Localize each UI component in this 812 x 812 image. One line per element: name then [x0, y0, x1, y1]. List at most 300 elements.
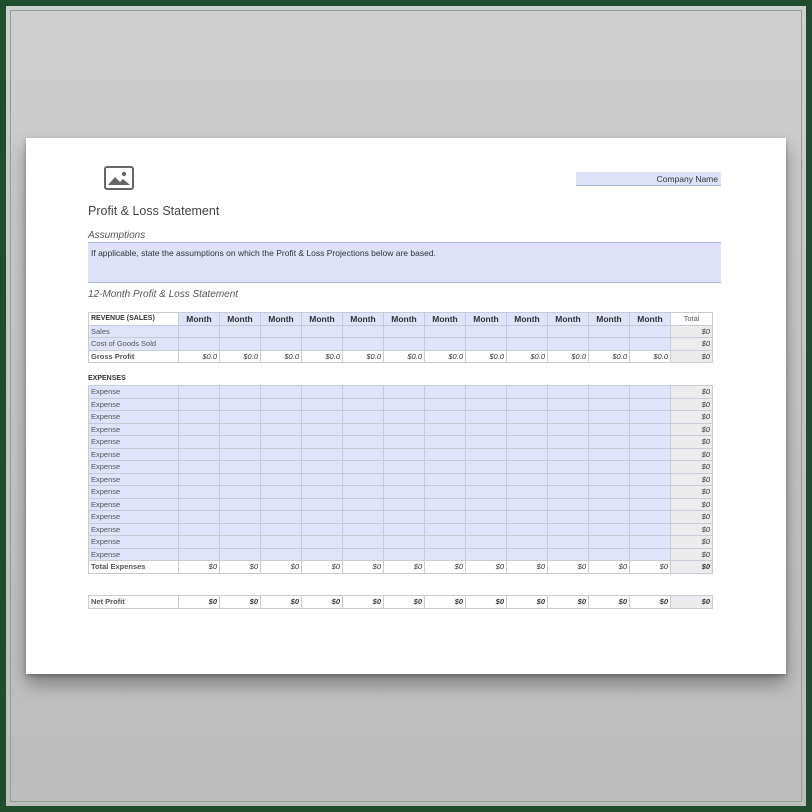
expense-input-cell[interactable]: [548, 536, 589, 549]
gross-profit-value: $0.0: [179, 350, 220, 363]
expense-row: [89, 448, 713, 461]
expense-input-cell[interactable]: [548, 548, 589, 561]
expense-input-cell[interactable]: [589, 536, 630, 549]
gross-profit-value: $0.0: [630, 350, 671, 363]
expense-input-cell[interactable]: [425, 523, 466, 536]
expense-input-cell[interactable]: [589, 473, 630, 486]
expense-input-cell[interactable]: [302, 473, 343, 486]
expense-input-cell[interactable]: [548, 461, 589, 474]
expense-input-cell[interactable]: [179, 423, 220, 436]
expense-input-cell[interactable]: [589, 548, 630, 561]
gross-profit-value: $0.0: [548, 350, 589, 363]
expense-input-cell[interactable]: [425, 448, 466, 461]
expense-input-cell[interactable]: [548, 423, 589, 436]
expense-input-cell[interactable]: [548, 511, 589, 524]
expense-input-cell[interactable]: [630, 411, 671, 424]
expense-input-cell[interactable]: [384, 511, 425, 524]
expense-input-cell[interactable]: [220, 548, 261, 561]
revenue-input-cell[interactable]: [261, 325, 302, 338]
revenue-input-cell[interactable]: [302, 325, 343, 338]
expense-input-cell[interactable]: [261, 523, 302, 536]
gross-profit-value: $0.0: [384, 350, 425, 363]
revenue-row-total: $0: [671, 325, 713, 338]
revenue-input-cell[interactable]: [548, 338, 589, 351]
company-name-field[interactable]: Company Name: [576, 172, 721, 186]
revenue-table: [88, 312, 713, 363]
expense-input-cell[interactable]: [630, 511, 671, 524]
expense-row: [89, 511, 713, 524]
expense-input-cell[interactable]: [507, 486, 548, 499]
expense-row-label[interactable]: Expense: [89, 448, 179, 461]
expense-row-label[interactable]: Expense: [89, 386, 179, 399]
total-expenses-value: $0: [630, 561, 671, 574]
net-profit-total: $0: [671, 596, 713, 609]
expense-input-cell[interactable]: [466, 498, 507, 511]
total-expenses-value: $0: [466, 561, 507, 574]
expense-input-cell[interactable]: [425, 461, 466, 474]
revenue-input-cell[interactable]: [343, 338, 384, 351]
expense-input-cell[interactable]: [384, 473, 425, 486]
document-sheet: [26, 138, 786, 674]
expense-row-label[interactable]: Expense: [89, 523, 179, 536]
expense-input-cell[interactable]: [302, 536, 343, 549]
expense-input-cell[interactable]: [548, 486, 589, 499]
expense-input-cell[interactable]: [261, 473, 302, 486]
expense-input-cell[interactable]: [343, 436, 384, 449]
expense-input-cell[interactable]: [630, 423, 671, 436]
expense-input-cell[interactable]: [179, 511, 220, 524]
expense-input-cell[interactable]: [179, 473, 220, 486]
expense-input-cell[interactable]: [548, 386, 589, 399]
expense-input-cell[interactable]: [589, 498, 630, 511]
expense-row-total: $0: [671, 486, 713, 499]
expense-input-cell[interactable]: [302, 523, 343, 536]
expense-input-cell[interactable]: [220, 461, 261, 474]
expense-input-cell[interactable]: [589, 486, 630, 499]
expense-input-cell[interactable]: [466, 461, 507, 474]
expense-input-cell[interactable]: [507, 411, 548, 424]
expense-input-cell[interactable]: [302, 436, 343, 449]
expense-input-cell[interactable]: [179, 436, 220, 449]
assumptions-field[interactable]: If applicable, state the assumptions on which the Profit & Loss Projections below are based.: [88, 242, 721, 283]
expense-row-label[interactable]: Expense: [89, 548, 179, 561]
expense-row-total: $0: [671, 548, 713, 561]
revenue-input-cell[interactable]: [466, 325, 507, 338]
revenue-input-cell[interactable]: [343, 325, 384, 338]
expense-input-cell[interactable]: [179, 498, 220, 511]
revenue-input-cell[interactable]: [302, 338, 343, 351]
expense-input-cell[interactable]: [507, 461, 548, 474]
month-header[interactable]: Month: [343, 313, 384, 326]
expense-input-cell[interactable]: [261, 448, 302, 461]
expense-row: [89, 423, 713, 436]
expense-row-total: $0: [671, 473, 713, 486]
expense-input-cell[interactable]: [179, 536, 220, 549]
expense-input-cell[interactable]: [384, 436, 425, 449]
expense-input-cell[interactable]: [425, 473, 466, 486]
expense-input-cell[interactable]: [589, 448, 630, 461]
expense-input-cell[interactable]: [425, 423, 466, 436]
expense-row: [89, 436, 713, 449]
expense-input-cell[interactable]: [343, 411, 384, 424]
expense-input-cell[interactable]: [384, 498, 425, 511]
net-profit-value: $0: [220, 596, 261, 609]
expense-input-cell[interactable]: [179, 486, 220, 499]
revenue-input-cell[interactable]: [425, 325, 466, 338]
revenue-header-label: REVENUE (SALES): [89, 313, 179, 326]
expense-input-cell[interactable]: [507, 511, 548, 524]
month-header[interactable]: Month: [548, 313, 589, 326]
expense-input-cell[interactable]: [261, 423, 302, 436]
expense-input-cell[interactable]: [343, 548, 384, 561]
expense-input-cell[interactable]: [630, 536, 671, 549]
gross-profit-value: $0.0: [343, 350, 384, 363]
revenue-input-cell[interactable]: [384, 338, 425, 351]
expense-input-cell[interactable]: [589, 411, 630, 424]
expense-input-cell[interactable]: [220, 486, 261, 499]
expense-input-cell[interactable]: [507, 498, 548, 511]
expense-input-cell[interactable]: [179, 398, 220, 411]
page-title: Profit & Loss Statement: [88, 204, 220, 218]
expense-input-cell[interactable]: [343, 423, 384, 436]
expense-input-cell[interactable]: [220, 448, 261, 461]
image-placeholder-icon: [104, 166, 134, 190]
expense-input-cell[interactable]: [630, 473, 671, 486]
expense-input-cell[interactable]: [466, 436, 507, 449]
expense-input-cell[interactable]: [507, 436, 548, 449]
gross-profit-label: Gross Profit: [89, 350, 179, 363]
net-profit-value: $0: [384, 596, 425, 609]
expense-input-cell[interactable]: [507, 448, 548, 461]
expense-input-cell[interactable]: [548, 473, 589, 486]
expense-input-cell[interactable]: [630, 436, 671, 449]
month-header[interactable]: Month: [630, 313, 671, 326]
expense-row-label[interactable]: Expense: [89, 398, 179, 411]
total-expenses-value: $0: [302, 561, 343, 574]
expense-input-cell[interactable]: [343, 523, 384, 536]
revenue-input-cell[interactable]: [384, 325, 425, 338]
expense-input-cell[interactable]: [179, 411, 220, 424]
expense-input-cell[interactable]: [302, 386, 343, 399]
gross-profit-value: $0.0: [425, 350, 466, 363]
expense-input-cell[interactable]: [466, 511, 507, 524]
net-profit-row: [89, 596, 713, 609]
expense-input-cell[interactable]: [466, 423, 507, 436]
expense-input-cell[interactable]: [220, 411, 261, 424]
expense-input-cell[interactable]: [384, 486, 425, 499]
expense-input-cell[interactable]: [302, 548, 343, 561]
expense-input-cell[interactable]: [179, 523, 220, 536]
net-profit-value: $0: [589, 596, 630, 609]
expense-input-cell[interactable]: [589, 461, 630, 474]
revenue-input-cell[interactable]: [425, 338, 466, 351]
net-profit-value: $0: [425, 596, 466, 609]
expense-row-total: $0: [671, 511, 713, 524]
revenue-input-cell[interactable]: [179, 338, 220, 351]
expense-input-cell[interactable]: [261, 486, 302, 499]
expense-row-total: $0: [671, 498, 713, 511]
expense-input-cell[interactable]: [548, 436, 589, 449]
expense-input-cell[interactable]: [466, 548, 507, 561]
revenue-input-cell[interactable]: [630, 325, 671, 338]
month-header[interactable]: Month: [589, 313, 630, 326]
expense-input-cell[interactable]: [548, 398, 589, 411]
expense-row: [89, 498, 713, 511]
expense-input-cell[interactable]: [425, 436, 466, 449]
total-expenses-value: $0: [507, 561, 548, 574]
net-profit-label: Net Profit: [89, 596, 179, 609]
expense-input-cell[interactable]: [302, 398, 343, 411]
expense-input-cell[interactable]: [384, 461, 425, 474]
expense-input-cell[interactable]: [589, 398, 630, 411]
net-profit-value: $0: [261, 596, 302, 609]
revenue-input-cell[interactable]: [261, 338, 302, 351]
expense-row-label[interactable]: Expense: [89, 436, 179, 449]
expenses-table: [88, 385, 713, 574]
total-expenses-value: $0: [343, 561, 384, 574]
expense-input-cell[interactable]: [507, 473, 548, 486]
statement-heading: 12-Month Profit & Loss Statement: [88, 289, 239, 300]
expense-input-cell[interactable]: [302, 498, 343, 511]
month-header[interactable]: Month: [384, 313, 425, 326]
expense-row: [89, 473, 713, 486]
expense-row-label[interactable]: Expense: [89, 461, 179, 474]
expense-input-cell[interactable]: [220, 398, 261, 411]
revenue-row-total: $0: [671, 338, 713, 351]
net-profit-value: $0: [302, 596, 343, 609]
gross-profit-value: $0.0: [507, 350, 548, 363]
expense-row-label[interactable]: Expense: [89, 486, 179, 499]
revenue-input-cell[interactable]: [630, 338, 671, 351]
expense-row-label[interactable]: Expense: [89, 536, 179, 549]
expense-input-cell[interactable]: [630, 461, 671, 474]
expense-input-cell[interactable]: [630, 398, 671, 411]
expense-input-cell[interactable]: [507, 523, 548, 536]
expense-input-cell[interactable]: [630, 523, 671, 536]
revenue-input-cell[interactable]: [220, 338, 261, 351]
expense-input-cell[interactable]: [220, 423, 261, 436]
expense-row: [89, 398, 713, 411]
expense-input-cell[interactable]: [302, 486, 343, 499]
revenue-input-cell[interactable]: [466, 338, 507, 351]
expense-input-cell[interactable]: [220, 473, 261, 486]
expense-input-cell[interactable]: [466, 411, 507, 424]
expense-input-cell[interactable]: [220, 536, 261, 549]
month-header[interactable]: Month: [425, 313, 466, 326]
expense-input-cell[interactable]: [425, 548, 466, 561]
total-expenses-value: $0: [589, 561, 630, 574]
expense-input-cell[interactable]: [384, 386, 425, 399]
total-expenses-value: $0: [179, 561, 220, 574]
gross-profit-value: $0.0: [220, 350, 261, 363]
revenue-header-row: [89, 313, 713, 326]
expense-input-cell[interactable]: [220, 386, 261, 399]
expense-input-cell[interactable]: [425, 536, 466, 549]
total-expenses-label: Total Expenses: [89, 561, 179, 574]
expense-input-cell[interactable]: [466, 398, 507, 411]
expense-input-cell[interactable]: [343, 398, 384, 411]
month-header[interactable]: Month: [507, 313, 548, 326]
revenue-input-cell[interactable]: [548, 325, 589, 338]
expense-row-label[interactable]: Expense: [89, 411, 179, 424]
expense-input-cell[interactable]: [261, 436, 302, 449]
expense-input-cell[interactable]: [261, 536, 302, 549]
expense-input-cell[interactable]: [548, 411, 589, 424]
month-header[interactable]: Month: [179, 313, 220, 326]
expense-input-cell[interactable]: [384, 548, 425, 561]
expense-input-cell[interactable]: [548, 448, 589, 461]
net-profit-value: $0: [179, 596, 220, 609]
expense-input-cell[interactable]: [261, 548, 302, 561]
total-expenses-value: $0: [261, 561, 302, 574]
expenses-header: EXPENSES: [88, 375, 126, 382]
expense-input-cell[interactable]: [507, 548, 548, 561]
expense-input-cell[interactable]: [343, 448, 384, 461]
expense-input-cell[interactable]: [466, 386, 507, 399]
expense-input-cell[interactable]: [384, 536, 425, 549]
month-header[interactable]: Month: [302, 313, 343, 326]
expense-input-cell[interactable]: [589, 523, 630, 536]
total-header: Total: [671, 313, 713, 326]
expense-input-cell[interactable]: [179, 548, 220, 561]
expense-input-cell[interactable]: [589, 386, 630, 399]
expense-input-cell[interactable]: [302, 448, 343, 461]
expense-input-cell[interactable]: [302, 411, 343, 424]
expense-input-cell[interactable]: [425, 498, 466, 511]
expense-input-cell[interactable]: [302, 511, 343, 524]
expense-input-cell[interactable]: [466, 448, 507, 461]
expense-row: [89, 523, 713, 536]
expense-input-cell[interactable]: [384, 423, 425, 436]
gross-profit-value: $0.0: [302, 350, 343, 363]
total-expenses-value: $0: [220, 561, 261, 574]
net-profit-value: $0: [343, 596, 384, 609]
month-header[interactable]: Month: [261, 313, 302, 326]
net-profit-table: [88, 595, 713, 609]
expense-row-label[interactable]: Expense: [89, 473, 179, 486]
revenue-input-cell[interactable]: [220, 325, 261, 338]
expense-input-cell[interactable]: [589, 436, 630, 449]
expense-input-cell[interactable]: [425, 398, 466, 411]
expense-input-cell[interactable]: [343, 498, 384, 511]
expense-input-cell[interactable]: [220, 523, 261, 536]
expense-input-cell[interactable]: [589, 423, 630, 436]
revenue-row-label[interactable]: Sales: [89, 325, 179, 338]
expense-input-cell[interactable]: [466, 523, 507, 536]
expense-input-cell[interactable]: [507, 423, 548, 436]
expense-row: [89, 548, 713, 561]
expense-input-cell[interactable]: [343, 473, 384, 486]
expense-input-cell[interactable]: [384, 398, 425, 411]
expense-input-cell[interactable]: [302, 461, 343, 474]
expense-row-label[interactable]: Expense: [89, 511, 179, 524]
gross-profit-value: $0.0: [261, 350, 302, 363]
expense-row-label[interactable]: Expense: [89, 498, 179, 511]
expense-row-label[interactable]: Expense: [89, 423, 179, 436]
expense-row: [89, 461, 713, 474]
total-expenses-row: [89, 561, 713, 574]
revenue-row-label[interactable]: Cost of Goods Sold: [89, 338, 179, 351]
expense-row-total: $0: [671, 411, 713, 424]
expense-row: [89, 536, 713, 549]
expense-row-total: $0: [671, 523, 713, 536]
gross-profit-value: $0.0: [589, 350, 630, 363]
expense-row-total: $0: [671, 448, 713, 461]
expense-input-cell[interactable]: [384, 523, 425, 536]
revenue-input-cell[interactable]: [507, 325, 548, 338]
expense-input-cell[interactable]: [220, 498, 261, 511]
expense-input-cell[interactable]: [548, 498, 589, 511]
expense-input-cell[interactable]: [343, 536, 384, 549]
expense-input-cell[interactable]: [261, 511, 302, 524]
expense-input-cell[interactable]: [220, 436, 261, 449]
expense-input-cell[interactable]: [630, 386, 671, 399]
expense-input-cell[interactable]: [343, 511, 384, 524]
expense-input-cell[interactable]: [425, 511, 466, 524]
expense-input-cell[interactable]: [425, 386, 466, 399]
expense-input-cell[interactable]: [425, 411, 466, 424]
expense-input-cell[interactable]: [384, 448, 425, 461]
expense-input-cell[interactable]: [302, 423, 343, 436]
expense-input-cell[interactable]: [261, 498, 302, 511]
expense-input-cell[interactable]: [630, 498, 671, 511]
revenue-input-cell[interactable]: [589, 325, 630, 338]
expense-input-cell[interactable]: [507, 386, 548, 399]
expense-input-cell[interactable]: [343, 386, 384, 399]
expense-input-cell[interactable]: [548, 523, 589, 536]
expense-input-cell[interactable]: [343, 486, 384, 499]
expense-input-cell[interactable]: [630, 448, 671, 461]
expense-input-cell[interactable]: [425, 486, 466, 499]
gross-profit-row: [89, 350, 713, 363]
expense-input-cell[interactable]: [179, 448, 220, 461]
expense-input-cell[interactable]: [589, 511, 630, 524]
net-profit-value: $0: [630, 596, 671, 609]
expense-input-cell[interactable]: [630, 548, 671, 561]
net-profit-value: $0: [466, 596, 507, 609]
expense-input-cell[interactable]: [179, 386, 220, 399]
expense-input-cell[interactable]: [384, 411, 425, 424]
expense-input-cell[interactable]: [466, 473, 507, 486]
revenue-input-cell[interactable]: [179, 325, 220, 338]
revenue-input-cell[interactable]: [589, 338, 630, 351]
expense-row-total: $0: [671, 461, 713, 474]
total-expenses-value: $0: [425, 561, 466, 574]
expense-input-cell[interactable]: [343, 461, 384, 474]
revenue-row: [89, 325, 713, 338]
expense-input-cell[interactable]: [261, 411, 302, 424]
expense-input-cell[interactable]: [261, 386, 302, 399]
expense-input-cell[interactable]: [507, 536, 548, 549]
expense-input-cell[interactable]: [507, 398, 548, 411]
expense-input-cell[interactable]: [261, 398, 302, 411]
net-profit-value: $0: [507, 596, 548, 609]
month-header[interactable]: Month: [466, 313, 507, 326]
revenue-input-cell[interactable]: [507, 338, 548, 351]
expense-row: [89, 411, 713, 424]
expense-row-total: $0: [671, 436, 713, 449]
expense-input-cell[interactable]: [261, 461, 302, 474]
total-expenses-total: $0: [671, 561, 713, 574]
month-header[interactable]: Month: [220, 313, 261, 326]
expense-input-cell[interactable]: [466, 536, 507, 549]
expense-input-cell[interactable]: [179, 461, 220, 474]
expense-input-cell[interactable]: [630, 486, 671, 499]
total-expenses-value: $0: [548, 561, 589, 574]
gross-profit-total: $0: [671, 350, 713, 363]
expense-input-cell[interactable]: [466, 486, 507, 499]
expense-input-cell[interactable]: [220, 511, 261, 524]
